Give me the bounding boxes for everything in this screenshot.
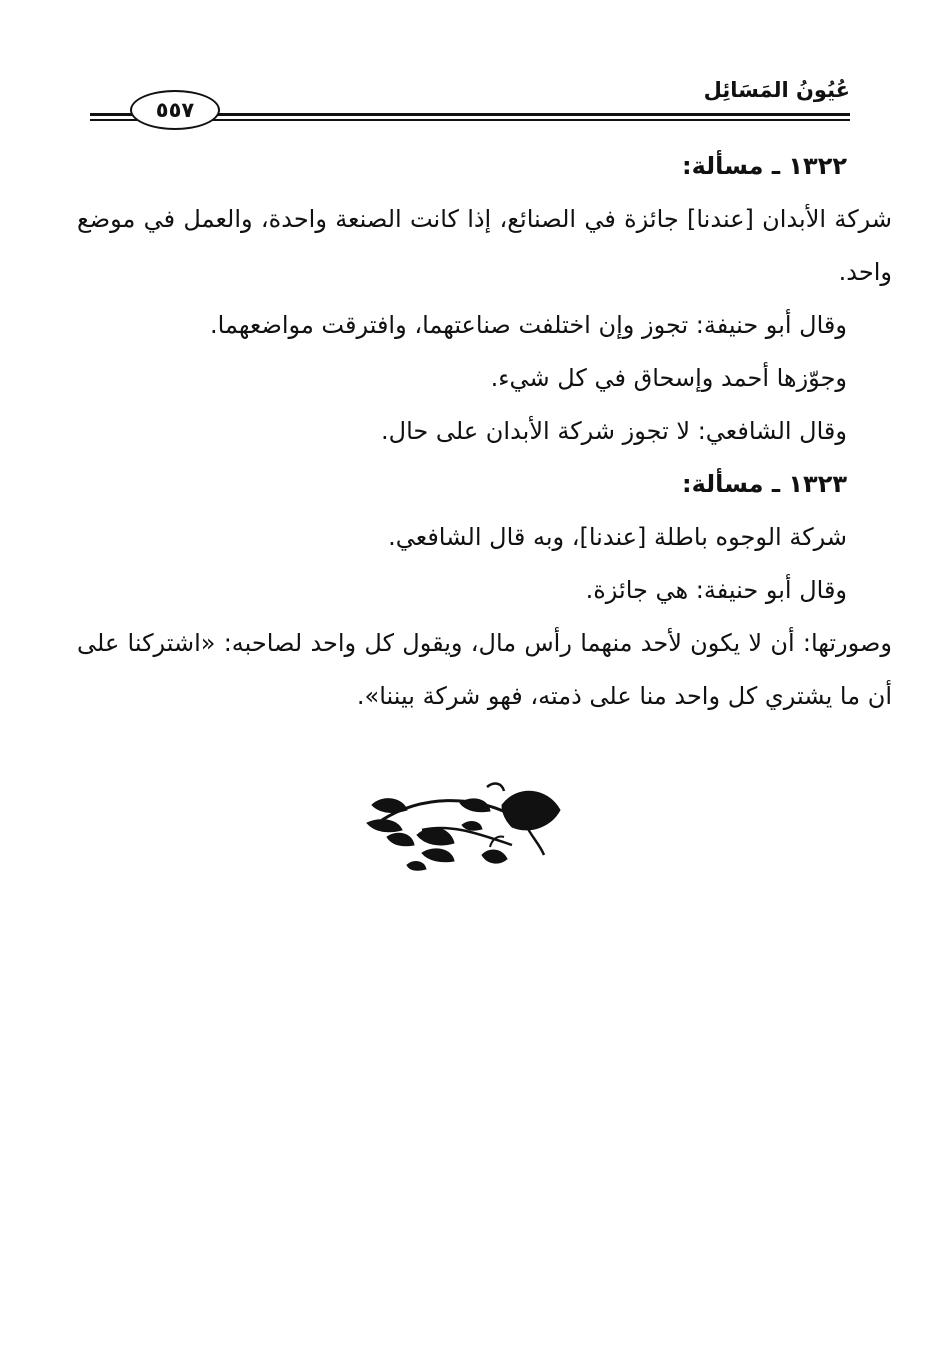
issue-separator: ـ xyxy=(763,152,781,180)
page-header xyxy=(90,70,850,130)
issue-label: مسألة: xyxy=(682,470,764,498)
issue-heading xyxy=(77,140,847,193)
page-number: ٥٥٧ xyxy=(155,98,195,122)
running-title: عُيُونُ المَسَائِل xyxy=(703,78,850,102)
paragraph: وقال الشافعي: لا تجوز شركة الأبدان على حال. xyxy=(381,417,847,445)
paragraph: وصورتها: أن لا يكون لأحد منهما رأس مال، ويقول كل واحد لصاحبه: «اشتركنا على أن ما يشتري كل واحد منا على ذمته، فهو شركة بيننا». xyxy=(77,629,892,710)
issue-heading xyxy=(77,458,847,511)
paragraph: وقال أبو حنيفة: تجوز وإن اختلفت صناعتهما، وافترقت مواضعهما. xyxy=(210,311,847,339)
paragraph: شركة الأبدان [عندنا] جائزة في الصنائع، إذا كانت الصنعة واحدة، والعمل في موضع واحد. xyxy=(77,205,892,286)
paragraph: شركة الوجوه باطلة [عندنا]، وبه قال الشافعي. xyxy=(388,523,847,551)
issue-label: مسألة: xyxy=(682,152,764,180)
page-number-badge xyxy=(130,90,220,130)
issue-separator: ـ xyxy=(763,470,781,498)
issue-number: ١٣٢٣ xyxy=(788,470,847,498)
paragraph: وجوّزها أحمد وإسحاق في كل شيء. xyxy=(490,364,847,392)
page-body xyxy=(77,140,892,723)
paragraph: وقال أبو حنيفة: هي جائزة. xyxy=(585,576,847,604)
issue-number: ١٣٢٢ xyxy=(788,152,847,180)
floral-vignette-icon xyxy=(362,775,567,880)
